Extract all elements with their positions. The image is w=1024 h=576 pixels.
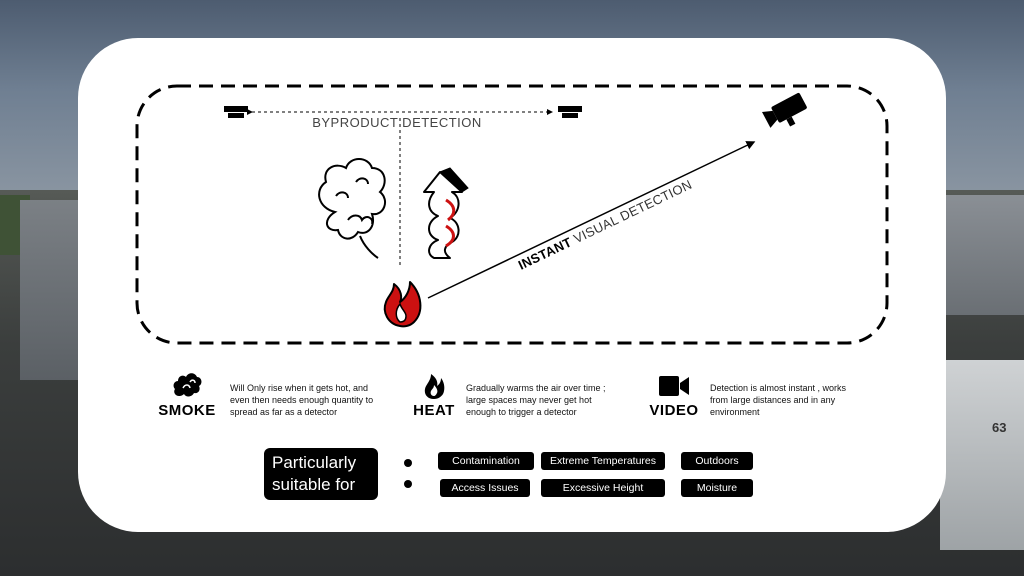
instant-bold-label: INSTANT — [515, 234, 575, 273]
bullet-dot — [404, 459, 412, 467]
tag-excessive-height: Excessive Height — [541, 479, 665, 497]
video-camera-icon — [658, 372, 690, 400]
category-smoke-label: SMOKE — [158, 402, 216, 419]
tag-outdoors: Outdoors — [681, 452, 753, 470]
category-smoke-description: Will Only rise when it gets hot, and even then needs enough quantity to spread as far as a detector — [230, 383, 374, 417]
tag-moisture: Moisture — [681, 479, 753, 497]
suitable-for-line2: suitable for — [272, 475, 356, 494]
instant-rest-label: VISUAL DETECTION — [567, 176, 695, 248]
category-heat-description: Gradually warms the air over time ; large spaces may never get hot enough to trigger a detector — [466, 383, 606, 417]
fire-icon — [385, 282, 421, 326]
flame-icon — [423, 370, 445, 400]
instant-detection-arrow — [428, 142, 754, 298]
bullet-dot — [404, 480, 412, 488]
background-dock-number: 63 — [992, 420, 1007, 435]
category-heat — [412, 370, 456, 419]
byproduct-label: BYPRODUCT DETECTION — [312, 115, 482, 130]
category-heat-label: HEAT — [413, 402, 455, 419]
room-outline — [137, 86, 887, 343]
smoke-cloud-icon — [319, 159, 385, 258]
instant-detection-label — [516, 177, 694, 273]
tag-access-issues: Access Issues — [440, 479, 530, 497]
tag-extreme-temperatures: Extreme Temperatures — [541, 452, 665, 470]
category-video-description: Detection is almost instant , works from large distances and in any environment — [710, 383, 847, 417]
camera-icon — [762, 92, 811, 135]
category-smoke — [158, 368, 216, 419]
suitable-for-box — [264, 448, 378, 500]
smoke-icon — [171, 368, 203, 400]
category-video-label: VIDEO — [649, 402, 699, 419]
tag-contamination: Contamination — [438, 452, 534, 470]
ceiling-detector-left-icon — [224, 106, 248, 118]
category-video — [646, 372, 702, 419]
ceiling-detector-right-icon — [558, 106, 582, 118]
heat-rising-arrow-icon — [424, 168, 468, 258]
suitable-for-line1: Particularly — [272, 453, 357, 472]
